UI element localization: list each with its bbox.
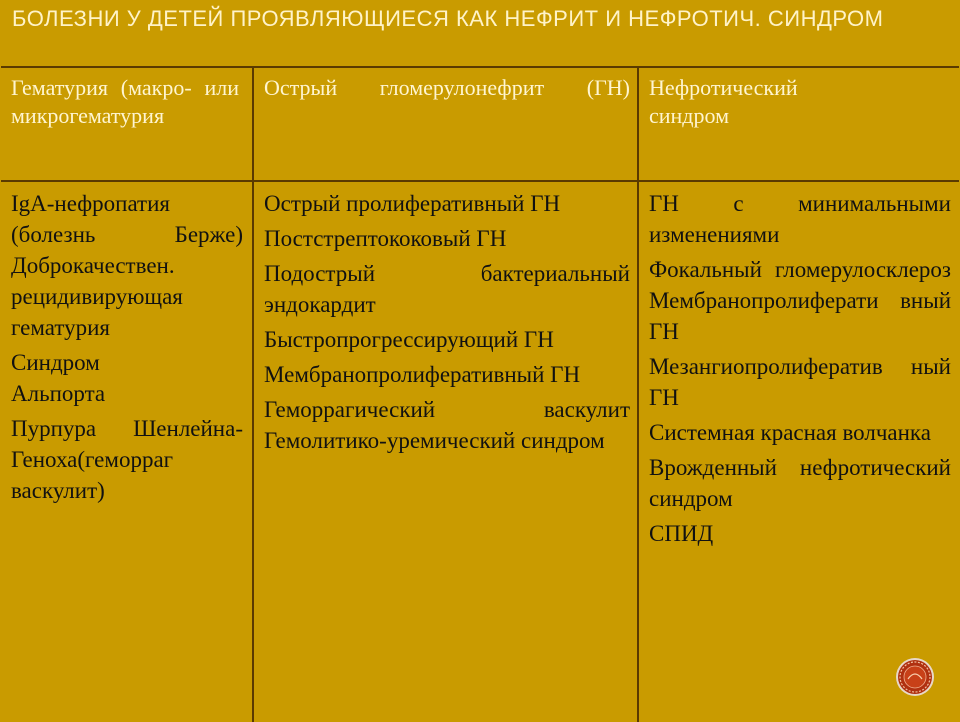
list-item: Постстрептококовый ГН — [264, 226, 507, 251]
list-item: СПИД — [649, 521, 714, 546]
list-item: ГН с минимальными изменениями — [649, 191, 951, 247]
list-item: Подострый бактериальный эндокардит — [264, 261, 630, 317]
round-seal-icon — [895, 657, 935, 697]
header-hematuria: Гематурия (макро- или микрогематурия — [11, 75, 239, 128]
column-divider — [252, 68, 254, 722]
col-hematuria — [11, 188, 243, 510]
list-item: Острый пролиферативный ГН — [264, 191, 561, 216]
disease-table — [1, 66, 959, 722]
header-nephrotic: Нефротический синдром — [649, 75, 798, 128]
col-acute-gn — [264, 188, 630, 460]
header-acute-gn-text — [264, 74, 630, 102]
list-item: Пурпура Шенлейна-Геноха(геморраг васкулит) — [11, 416, 243, 503]
slide-title: БОЛЕЗНИ У ДЕТЕЙ ПРОЯВЛЯЮЩИЕСЯ КАК НЕФРИТ И НЕФРОТИЧ. СИНДРОМ — [12, 6, 884, 31]
list-item: Быстропрогрессирующий ГН — [264, 327, 554, 352]
header-acute-gn-label: Острый гломерулонефрит (ГН) — [264, 75, 630, 100]
header-acute-gn — [264, 74, 630, 102]
list-item: Фокальный гломерулосклероз Мембранопролиферати вный ГН — [649, 257, 951, 344]
col-nephrotic — [649, 188, 951, 553]
list-item: Мезангиопролифератив ный ГН — [649, 354, 951, 410]
list-item: Врожденный нефротический синдром — [649, 455, 951, 511]
list-item: IgA-нефропатия (болезнь Берже) Доброкачествен. рецидивирующая гематурия — [11, 191, 243, 340]
list-item: Системная красная волчанка — [649, 420, 931, 445]
list-item: Синдром Альпорта — [11, 350, 106, 406]
column-divider — [637, 68, 639, 722]
list-item: Геморрагический васкулит Гемолитико-уремический синдром — [264, 397, 630, 453]
header-divider — [1, 180, 959, 182]
list-item: Мембранопролиферативный ГН — [264, 362, 581, 387]
